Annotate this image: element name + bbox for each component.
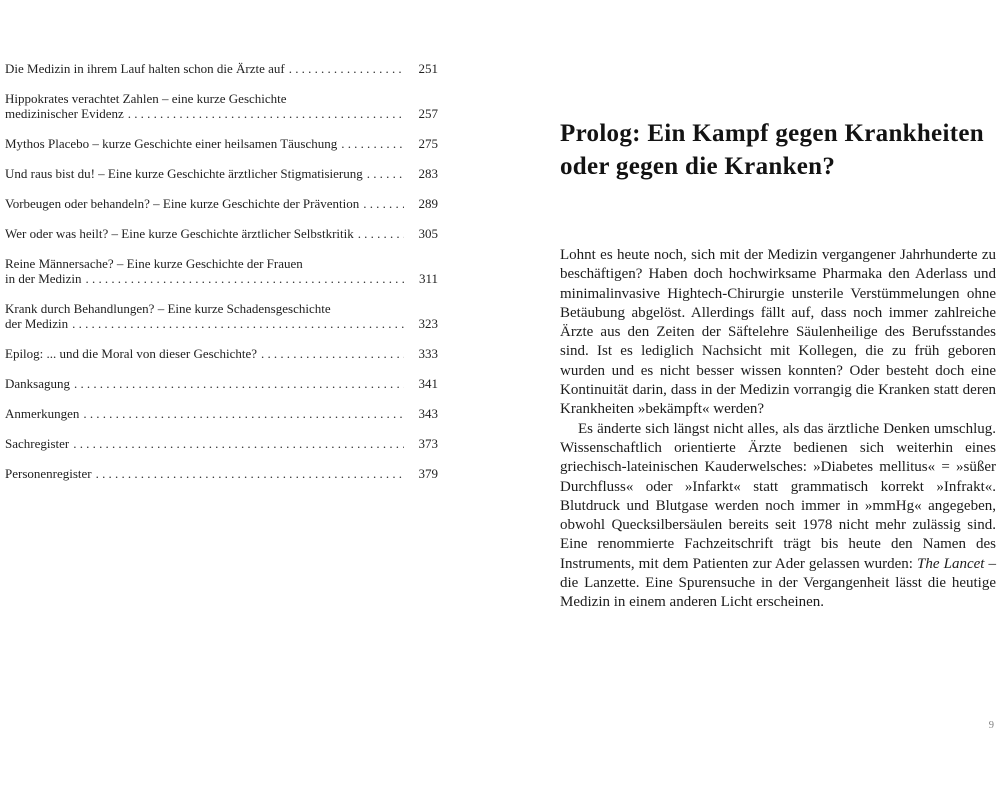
toc-entry	[5, 436, 438, 451]
toc-entry-line	[5, 196, 438, 211]
toc-entry-line	[5, 406, 438, 421]
toc-entry	[5, 406, 438, 421]
toc-page-number: 311	[418, 271, 438, 286]
toc-entry-title: der Medizin	[5, 316, 69, 331]
toc-entry-line	[5, 61, 438, 76]
toc-entry	[5, 196, 438, 211]
toc-dot-leader	[83, 406, 404, 421]
toc-page-number: 373	[418, 436, 438, 451]
toc-entry-line	[5, 271, 438, 286]
toc-entry	[5, 61, 438, 76]
toc-entry-line	[5, 91, 438, 106]
toc-entry-title: Hippokrates verachtet Zahlen – eine kurze Geschichte	[5, 91, 287, 106]
toc-entry-title: Epilog: ... und die Moral von dieser Geschichte?	[5, 346, 257, 361]
toc-page-number: 323	[418, 316, 438, 331]
toc-entry-line	[5, 256, 438, 271]
toc-page-number: 283	[418, 166, 438, 181]
toc-entry-title: medizinischer Evidenz	[5, 106, 124, 121]
toc-page	[5, 61, 438, 496]
toc-page-number: 343	[418, 406, 438, 421]
page-number: 9	[988, 720, 994, 731]
toc-dot-leader	[74, 376, 404, 391]
prolog-page	[560, 117, 996, 613]
toc-entry	[5, 346, 438, 361]
prolog-body	[560, 246, 996, 613]
toc-entry-title: Danksagung	[5, 376, 70, 391]
toc-page-number: 275	[418, 136, 438, 151]
toc-entry-line	[5, 166, 438, 181]
toc-dot-leader	[128, 106, 404, 121]
toc-entry-line	[5, 226, 438, 241]
toc-entry	[5, 91, 438, 121]
toc-entry	[5, 256, 438, 286]
toc-entry-title: Personenregister	[5, 466, 92, 481]
toc-entry-title: Mythos Placebo – kurze Geschichte einer heilsamen Täuschung	[5, 136, 338, 151]
heading-line: oder gegen die Kranken?	[560, 153, 836, 180]
toc-entry-title: Krank durch Behandlungen? – Eine kurze Schadensgeschichte	[5, 301, 331, 316]
heading-line: Prolog: Ein Kampf gegen Krankheiten	[560, 120, 984, 147]
toc-entry	[5, 466, 438, 481]
toc-entry-title: Anmerkungen	[5, 406, 80, 421]
toc-entry-title: Vorbeugen oder behandeln? – Eine kurze Geschichte der Prävention	[5, 196, 360, 211]
toc-entry	[5, 301, 438, 331]
toc-entry-title: Und raus bist du! – Eine kurze Geschichte ärztlicher Stigmatisierung	[5, 166, 363, 181]
toc-entry	[5, 136, 438, 151]
toc-page-number: 333	[418, 346, 438, 361]
toc-entry	[5, 226, 438, 241]
toc-entry-line	[5, 106, 438, 121]
toc-entry-line	[5, 301, 438, 316]
toc-page-number: 289	[418, 196, 438, 211]
text-segment: – die Lanzette. Eine Spurensuche in der Vergangenheit lässt die heutige Medizin in einem anderen Licht erscheinen.	[560, 555, 997, 611]
toc-dot-leader	[363, 196, 404, 211]
toc-page-number: 379	[418, 466, 438, 481]
text-segment: Lohnt es heute noch, sich mit der Medizin vergangener Jahrhunderte zu beschäftigen? Haben doch hochwirksame Pharmaka den Aderlass und minimalinvasive Hightech-Chirurgie unsterile Verstümmelungen ohne Betäubung abgelöst. Allerdings fällt auf, dass noch immer zahlreiche Ärzte aus den Zeiten der Säftelehre Säulenheilige des Berufsstandes sind. Ist es lediglich Nachsicht mit Kollegen, die zu früh geboren wurden und es nicht besser wissen konnten? Oder besteht doch eine Kontinuität darin, dass in der Medizin vorrangig die Kranken statt deren Krankheiten »bekämpft« werden?	[560, 247, 996, 418]
toc-entry-title: Wer oder was heilt? – Eine kurze Geschichte ärztlicher Selbstkritik	[5, 226, 354, 241]
toc-entry-line	[5, 316, 438, 331]
toc-dot-leader	[341, 136, 404, 151]
toc-entry-title: Sachregister	[5, 436, 70, 451]
prolog-heading	[560, 117, 996, 183]
toc-dot-leader	[289, 61, 404, 76]
toc-entry-line	[5, 376, 438, 391]
toc-entry-line	[5, 346, 438, 361]
toc-entry-line	[5, 436, 438, 451]
body-paragraph	[560, 246, 996, 420]
toc-entry-line	[5, 466, 438, 481]
toc-list	[5, 61, 438, 481]
toc-page-number: 251	[418, 61, 438, 76]
toc-page-number: 341	[418, 376, 438, 391]
toc-entry-title: Reine Männersache? – Eine kurze Geschichte der Frauen	[5, 256, 303, 271]
toc-dot-leader	[358, 226, 404, 241]
toc-dot-leader	[96, 466, 404, 481]
toc-page-number: 257	[418, 106, 438, 121]
body-paragraph	[560, 420, 996, 613]
italic-phrase: The Lancet	[917, 555, 985, 572]
toc-dot-leader	[72, 316, 404, 331]
toc-dot-leader	[86, 271, 404, 286]
toc-entry	[5, 166, 438, 181]
toc-page-number: 305	[418, 226, 438, 241]
toc-entry-title: in der Medizin	[5, 271, 82, 286]
toc-dot-leader	[367, 166, 404, 181]
toc-entry	[5, 376, 438, 391]
toc-entry-line	[5, 136, 438, 151]
text-segment: Es änderte sich längst nicht alles, als das ärztliche Denken umschlug. Wissenschaftlich orientierte Ärzte bedienen sich weiterhin eines griechisch-lateinischen Kauderwelsches: »Diabetes mellitus« = »süßer Durchfluss« oder »Infarkt« statt grammatisch korrekt »Infrakt«. Blutdruck und Blutgase werden noch immer in »mmHg« angegeben, obwohl Quecksilbersäulen bereits seit 1978 nicht mehr zulässig sind. Eine renommierte Fachzeitschrift trägt bis heute den Namen des Instruments, mit dem Patienten zur Ader gelassen wurden:	[560, 420, 996, 572]
toc-dot-leader	[261, 346, 404, 361]
toc-dot-leader	[73, 436, 404, 451]
toc-entry-title: Die Medizin in ihrem Lauf halten schon die Ärzte auf	[5, 61, 285, 76]
